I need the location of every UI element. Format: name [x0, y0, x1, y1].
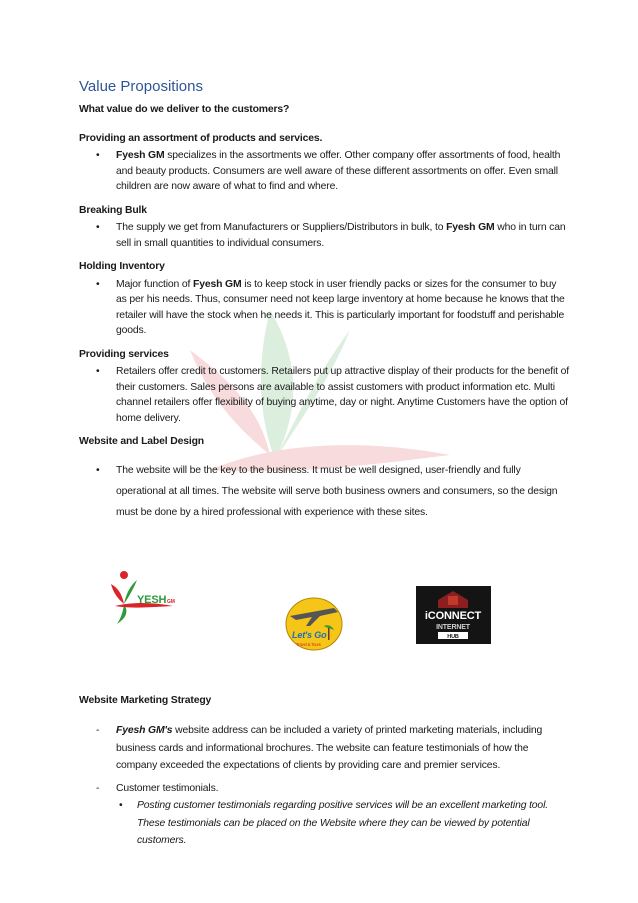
document-body	[79, 78, 569, 855]
dash-marker: -	[96, 725, 100, 736]
section-list-assortment	[79, 148, 569, 195]
bullet-icon: •	[96, 464, 100, 476]
section-list-website-design	[79, 460, 569, 523]
section-list-holding-inventory	[79, 277, 569, 339]
list-item: • The website will be the key to the business. It must be well designed, user-friendly and fully operational at all times. The website will serve both business owners and consumers, so the design must be done by a hired professional with experience with these sites.	[79, 460, 569, 523]
section-heading-assortment: Providing an assortment of products and services.	[79, 132, 323, 144]
logo-row	[79, 531, 569, 693]
svg-text:GM: GM	[167, 598, 175, 605]
list-item: - Customer testimonials. • Posting customer testimonials regarding positive services will be an excellent marketing tool. These testimonials can be placed on the Website where they can be viewed by potential customers.	[79, 780, 569, 850]
bullet-icon: •	[96, 366, 100, 377]
svg-text:YESH: YESH	[137, 593, 167, 606]
list-item: • Posting customer testimonials regarding positive services will be an excellent marketing tool. These testimonials can be placed on the Website where they can be viewed by potential customers.	[79, 797, 569, 850]
page-title: Value Propositions	[79, 78, 203, 95]
section-heading-breaking-bulk: Breaking Bulk	[79, 204, 147, 216]
svg-text:Travel & Tours: Travel & Tours	[296, 641, 321, 647]
section-heading-website-design: Website and Label Design	[79, 436, 204, 447]
svg-text:INTERNET: INTERNET	[436, 623, 470, 631]
bullet-icon: •	[96, 150, 100, 161]
yesh-gm-logo	[103, 566, 193, 626]
yesh-logo-icon	[103, 566, 193, 626]
bullet-icon: •	[96, 222, 100, 233]
section-heading-providing-services: Providing services	[79, 348, 169, 360]
lets-go-logo-icon	[284, 596, 344, 652]
list-item: • The supply we get from Manufacturers or Suppliers/Distributors in bulk, to Fyesh GM who in turn can sell in small quantities to individual consumers.	[96, 222, 566, 249]
section-list-providing-services	[79, 364, 569, 426]
list-item: - Fyesh GM's website address can be included a variety of printed marketing materials, including business cards and informational brochures. The website can feature testimonials of how the company exceeded the expectations of clients by providing care and premier services.	[79, 722, 569, 775]
question-heading: What value do we deliver to the customers?	[79, 104, 290, 115]
marketing-heading: Website Marketing Strategy	[79, 694, 212, 706]
svg-text:Let's Go: Let's Go	[292, 629, 327, 640]
list-item: • Fyesh GM specializes in the assortments we offer. Other company offer assortments of food, health and beauty products. Consumers are well aware of these different assortments on offer. Even small children are now aware of what to find and where.	[96, 150, 561, 192]
lets-go-travel-logo	[284, 596, 344, 652]
dash-marker: -	[96, 782, 100, 794]
bullet-icon: •	[119, 800, 123, 811]
svg-text:HUB: HUB	[447, 633, 459, 640]
testimonial-sublist	[116, 797, 569, 850]
marketing-list	[79, 722, 569, 850]
section-list-breaking-bulk	[79, 220, 569, 251]
svg-text:iCONNECT: iCONNECT	[424, 609, 482, 622]
bullet-icon: •	[96, 278, 100, 290]
iconnect-logo-icon	[416, 586, 491, 644]
list-item: • Retailers offer credit to customers. Retailers put up attractive display of their products for the benefit of their customers. Sales persons are available to assist customers with product information etc. Multi channel retailers offer flexibility of buying anytime, day or night. Anytime Customers have the option of home delivery.	[96, 366, 569, 424]
iconnect-internet-hub-logo	[416, 586, 491, 644]
section-heading-holding-inventory: Holding Inventory	[79, 261, 165, 272]
list-item: • Major function of Fyesh GM is to keep stock in user friendly packs or sizes for the consumer to buy as per his needs. Thus, consumer need not keep large inventory at home because he knows that the retailer will have the stock when he needs it. This is particularly important for foodstuff and perishable goods.	[96, 278, 565, 336]
